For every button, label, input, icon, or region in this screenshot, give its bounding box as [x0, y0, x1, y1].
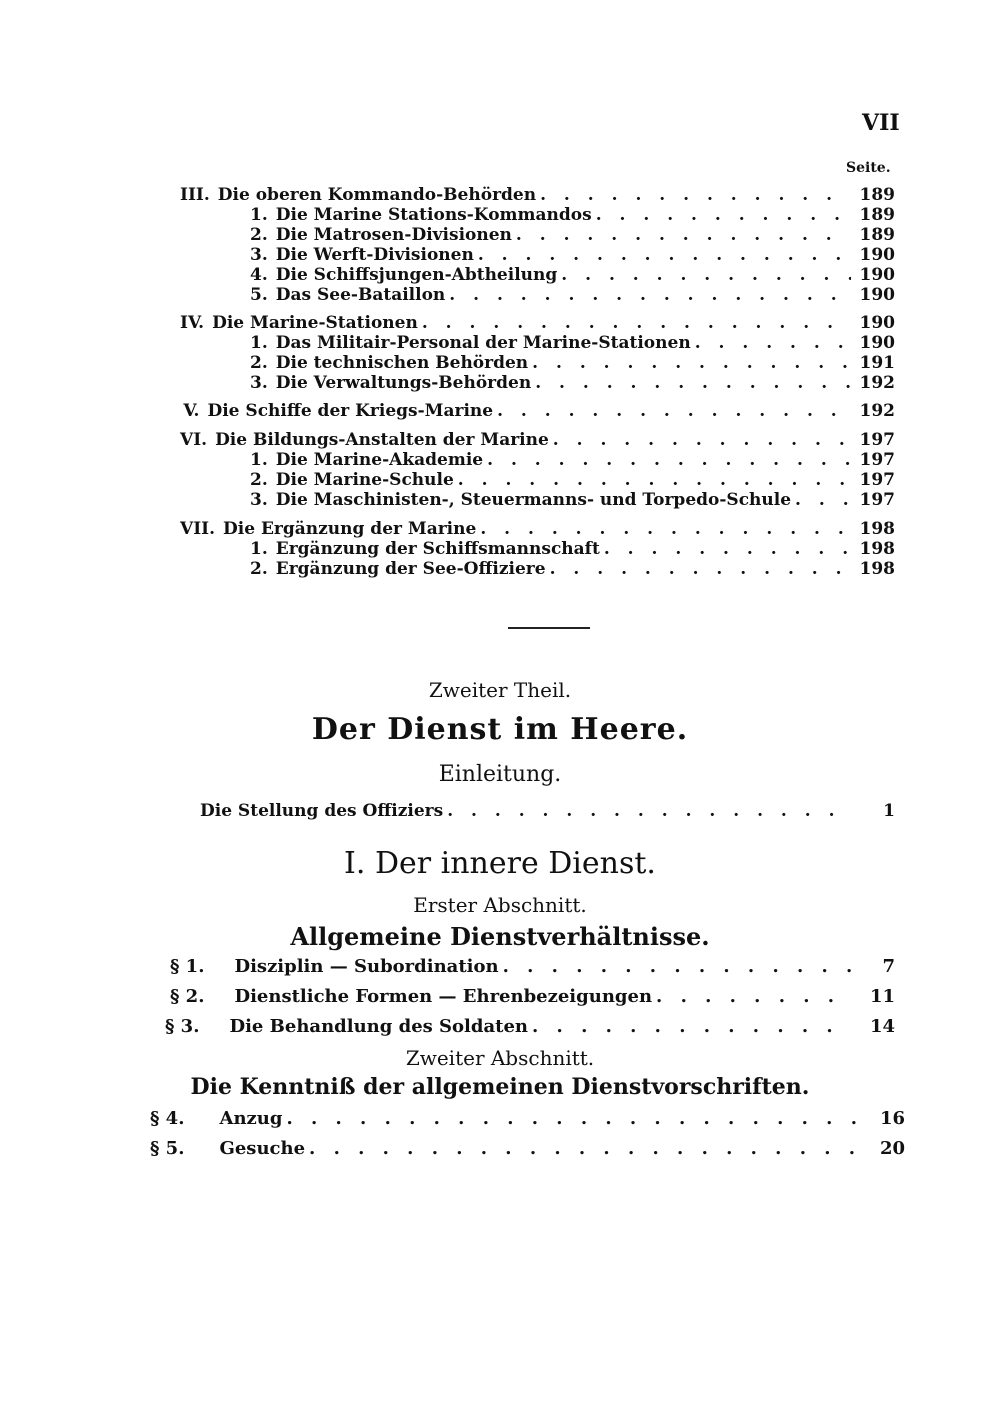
toc-title: Die Schiffe der Kriegs-Marine: [207, 401, 494, 421]
leader-dots: [447, 801, 851, 821]
toc-title: Die Ergänzung der Marine: [223, 519, 477, 539]
toc-number: 1.: [250, 333, 268, 353]
abschnitt-title: Die Kenntniß der allgemeinen Dienstvorschriften.: [190, 1074, 810, 1100]
toc-title: Die Matrosen-Divisionen: [275, 225, 512, 245]
toc-row: [180, 430, 895, 450]
leader-dots: [309, 1138, 861, 1159]
toc-page: 198: [859, 559, 895, 579]
toc-title: Die Maschinisten-, Steuermanns- und Torpedo-Schule: [275, 490, 792, 510]
toc-number: VI.: [180, 430, 208, 450]
abschnitt-label: Zweiter Abschnitt.: [405, 1046, 595, 1070]
toc-number: 5.: [250, 285, 268, 305]
paragraph-number: § 4.: [150, 1108, 185, 1129]
leader-dots: [503, 956, 851, 977]
leader-dots: [604, 539, 851, 559]
leader-dots: [561, 265, 851, 285]
toc-row: [180, 519, 895, 539]
toc-number: 1.: [250, 205, 268, 225]
toc-title: Die Marine Stations-Kommandos: [275, 205, 592, 225]
toc-number: III.: [180, 185, 210, 205]
leader-dots: [422, 313, 851, 333]
toc-title: Die Marine-Schule: [275, 470, 454, 490]
intro-heading: Einleitung.: [438, 762, 562, 787]
toc-row: [150, 1138, 905, 1158]
toc-row: [200, 801, 895, 821]
toc-page: 198: [859, 519, 895, 539]
toc-page: 16: [879, 1108, 905, 1129]
toc-number: 4.: [250, 265, 268, 285]
part-title: Der Dienst im Heere.: [311, 712, 689, 747]
section-separator-rule: [508, 627, 590, 629]
leader-dots: [449, 285, 851, 305]
toc-row: [250, 245, 895, 265]
leader-dots: [532, 1016, 851, 1037]
leader-dots: [596, 205, 851, 225]
toc-title: Die Verwaltungs-Behörden: [275, 373, 532, 393]
toc-page: 190: [859, 313, 895, 333]
toc-row: [180, 313, 895, 333]
toc-row: [250, 559, 895, 579]
abschnitt-label: Erster Abschnitt.: [413, 893, 587, 917]
section-title: I. Der innere Dienst.: [344, 846, 656, 881]
toc-title: Die technischen Behörden: [275, 353, 529, 373]
toc-row: [170, 956, 895, 976]
leader-dots: [540, 185, 851, 205]
toc-page: 190: [859, 333, 895, 353]
toc-title: Die Marine-Akademie: [275, 450, 484, 470]
toc-number: 2.: [250, 353, 268, 373]
toc-title: Die Werft-Divisionen: [275, 245, 474, 265]
leader-dots: [286, 1108, 861, 1129]
paragraph-number: § 3.: [165, 1016, 200, 1037]
toc-number: 1.: [250, 539, 268, 559]
toc-page: 192: [859, 373, 895, 393]
toc-row: [170, 986, 895, 1006]
toc-page: 11: [869, 986, 895, 1007]
toc-row: [250, 225, 895, 245]
toc-row: [250, 490, 895, 510]
toc-page: 190: [859, 265, 895, 285]
leader-dots: [497, 401, 851, 421]
toc-page: 197: [859, 470, 895, 490]
leader-dots: [795, 490, 851, 510]
toc-row: [250, 539, 895, 559]
leader-dots: [553, 430, 851, 450]
toc-page: 189: [859, 225, 895, 245]
toc-page: 197: [859, 430, 895, 450]
toc-number: 2.: [250, 225, 268, 245]
page-column-label: Seite.: [846, 160, 891, 176]
leader-dots: [656, 986, 851, 1007]
leader-dots: [516, 225, 851, 245]
toc-page: 20: [879, 1138, 905, 1159]
toc-title: Die Schiffsjungen-Abtheilung: [275, 265, 558, 285]
toc-page: 189: [859, 185, 895, 205]
toc-title: Dienstliche Formen — Ehrenbezeigungen: [234, 986, 653, 1007]
page-number: VII: [862, 110, 900, 136]
toc-title: Die Behandlung des Soldaten: [229, 1016, 528, 1037]
toc-row: [180, 401, 895, 421]
part-label: Zweiter Theil.: [428, 678, 572, 702]
toc-number: 2.: [250, 470, 268, 490]
toc-row: [250, 373, 895, 393]
leader-dots: [458, 470, 851, 490]
toc-title: Disziplin — Subordination: [234, 956, 499, 977]
toc-page: 197: [859, 450, 895, 470]
toc-page: 14: [869, 1016, 895, 1037]
toc-page: 190: [859, 285, 895, 305]
toc-number: VII.: [180, 519, 216, 539]
toc-row: [250, 470, 895, 490]
abschnitt-title: Allgemeine Dienstverhältnisse.: [290, 922, 710, 951]
toc-title: Die Marine-Stationen: [212, 313, 418, 333]
toc-number: 3.: [250, 490, 268, 510]
leader-dots: [550, 559, 851, 579]
toc-number: 3.: [250, 373, 268, 393]
paragraph-number: § 1.: [170, 956, 205, 977]
toc-page: 1: [883, 801, 895, 821]
toc-title: Das Militair-Personal der Marine-Stationen: [275, 333, 691, 353]
toc-title: Die Stellung des Offiziers: [200, 801, 444, 821]
toc-row: [250, 205, 895, 225]
toc-page: 7: [882, 956, 895, 977]
leader-dots: [480, 519, 851, 539]
toc-title: Die oberen Kommando-Behörden: [217, 185, 537, 205]
toc-number: V.: [183, 401, 200, 421]
leader-dots: [695, 333, 851, 353]
toc-page: 191: [859, 353, 895, 373]
toc-number: 3.: [250, 245, 268, 265]
toc-title: Die Bildungs-Anstalten der Marine: [215, 430, 549, 450]
toc-number: 1.: [250, 450, 268, 470]
toc-number: 2.: [250, 559, 268, 579]
toc-title: Ergänzung der Schiffsmannschaft: [275, 539, 600, 559]
toc-page: 192: [859, 401, 895, 421]
toc-title: Anzug: [219, 1108, 283, 1129]
leader-dots: [532, 353, 851, 373]
toc-page: 190: [859, 245, 895, 265]
toc-row: [250, 265, 895, 285]
toc-page: 189: [859, 205, 895, 225]
toc-title: Ergänzung der See-Offiziere: [275, 559, 546, 579]
paragraph-number: § 2.: [170, 986, 205, 1007]
toc-row: [180, 185, 895, 205]
leader-dots: [487, 450, 851, 470]
toc-row: [250, 333, 895, 353]
toc-title: Das See-Bataillon: [275, 285, 446, 305]
leader-dots: [478, 245, 851, 265]
toc-row: [250, 353, 895, 373]
toc-page: 198: [859, 539, 895, 559]
toc-row: [150, 1108, 905, 1128]
toc-row: [250, 285, 895, 305]
paragraph-number: § 5.: [150, 1138, 185, 1159]
leader-dots: [535, 373, 851, 393]
toc-page: 197: [859, 490, 895, 510]
toc-row: [165, 1016, 895, 1036]
toc-title: Gesuche: [219, 1138, 306, 1159]
toc-number: IV.: [180, 313, 205, 333]
toc-row: [250, 450, 895, 470]
